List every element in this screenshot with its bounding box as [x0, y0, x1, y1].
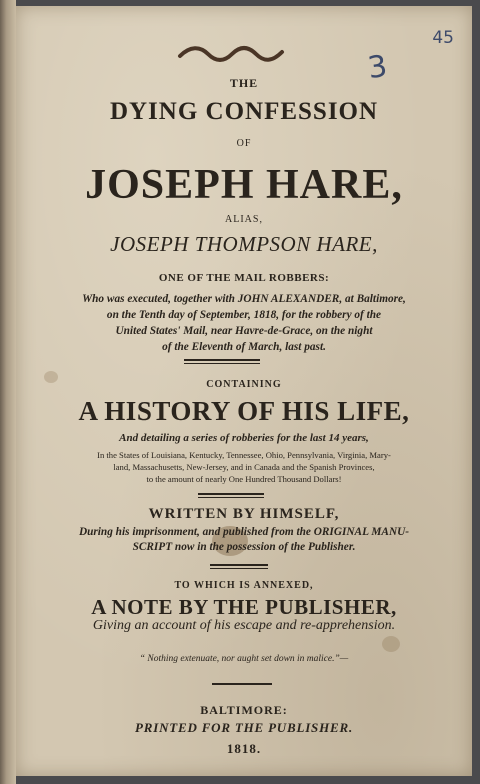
divider-rule [210, 568, 268, 569]
title-dying-confession: DYING CONFESSION [109, 98, 379, 125]
description-line: Who was executed, together with JOHN ALEXANDER, at Baltimore, [82, 293, 406, 305]
book-spine-edge [0, 0, 16, 784]
imprint-place: BALTIMORE: [200, 703, 288, 717]
history-heading: A HISTORY OF HIS LIFE, [78, 396, 410, 426]
pencil-page-number: 45 [432, 28, 454, 48]
states-line: to the amount of nearly One Hundred Thousand Dollars! [146, 474, 342, 484]
paper-stain [382, 636, 400, 652]
pencil-mark: 3 [365, 48, 390, 87]
divider-rule [184, 363, 260, 364]
ornament-flourish-icon [176, 44, 286, 64]
imprint-year: 1818. [226, 741, 262, 756]
description-line: of the Eleventh of March, last past. [162, 341, 326, 353]
divider-rule [198, 493, 264, 495]
authorship-detail-line: During his imprisonment, and published from the ORIGINAL MANU- [78, 526, 410, 538]
description-line: United States' Mail, near Havre-de-Grace, on the night [115, 325, 373, 337]
title-page [16, 6, 472, 776]
containing-label: CONTAINING [206, 379, 282, 390]
annexed-label: TO WHICH IS ANNEXED, [174, 580, 314, 591]
publisher-note-heading: A NOTE BY THE PUBLISHER, [91, 595, 397, 619]
divider-rule [184, 359, 260, 361]
written-by-heading: WRITTEN BY HIMSELF, [148, 506, 340, 522]
title-alias-label: ALIAS, [225, 214, 263, 225]
states-line: In the States of Louisiana, Kentucky, Tennessee, Ohio, Pennsylvania, Virginia, Mary- [97, 450, 391, 460]
title-of: OF [236, 138, 252, 149]
description-line: on the Tenth day of September, 1818, for the robbery of the [106, 309, 382, 321]
states-line: land, Massachusetts, New-Jersey, and in Canada and the Spanish Provinces, [113, 462, 375, 472]
title-the: THE [229, 76, 259, 90]
imprint-printer: PRINTED FOR THE PUBLISHER. [135, 720, 353, 735]
account-line: Giving an account of his escape and re-apprehension. [92, 618, 396, 633]
title-name: JOSEPH HARE, [85, 162, 403, 208]
divider-rule [212, 683, 272, 685]
subtitle-role: ONE OF THE MAIL ROBBERS: [158, 272, 330, 284]
divider-rule [210, 564, 268, 566]
epigraph-quote: “ Nothing extenuate, nor aught set down in malice.”— [139, 654, 349, 664]
divider-rule [198, 497, 264, 498]
title-alias-name: JOSEPH THOMPSON HARE, [110, 232, 378, 256]
authorship-detail-line: SCRIPT now in the possession of the Publisher. [132, 541, 356, 553]
detailing-line: And detailing a series of robberies for the last 14 years, [119, 432, 369, 444]
